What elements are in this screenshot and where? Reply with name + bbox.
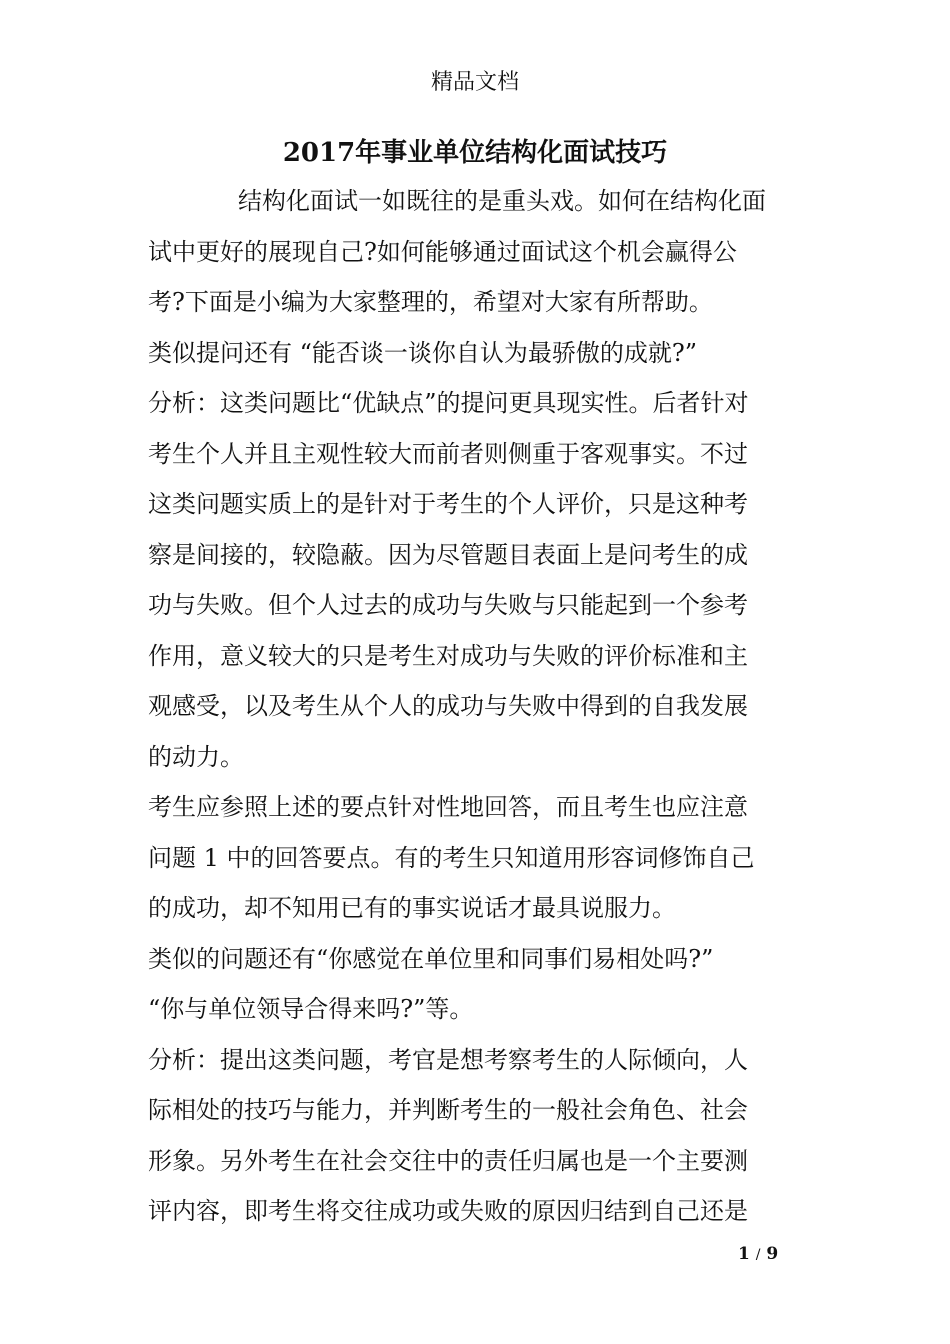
- paragraph-line: 的成功，却不知用已有的事实说话才最具说服力。: [148, 894, 676, 922]
- paragraph-line: 这类问题实质上的是针对于考生的个人评价，只是这种考: [148, 490, 748, 518]
- paragraph-line: 际相处的技巧与能力，并判断考生的一般社会角色、社会: [148, 1096, 748, 1124]
- document-body: [148, 176, 798, 1237]
- paragraph-line: 结构化面试一如既往的是重头戏。如何在结构化面: [238, 187, 766, 215]
- paragraph-line: 考?下面是小编为大家整理的，希望对大家有所帮助。: [148, 288, 713, 316]
- page-header: 精品文档: [430, 70, 519, 95]
- page-separator: /: [755, 1247, 761, 1263]
- paragraph-line: 问题 1 中的回答要点。有的考生只知道用形容词修饰自己: [148, 843, 755, 872]
- paragraph-line: 的动力。: [148, 742, 244, 771]
- paragraph-line: 分析：提出这类问题，考官是想考察考生的人际倾向，人: [148, 1045, 748, 1074]
- page-current: 1: [738, 1244, 750, 1264]
- paragraph-line: 类似提问还有 “能否谈一谈你自认为最骄傲的成就?”: [148, 338, 698, 367]
- paragraph-line: 考生应参照上述的要点针对性地回答，而且考生也应注意: [148, 793, 748, 821]
- paragraph-line: 功与失败。但个人过去的成功与失败与只能起到一个参考: [148, 591, 748, 619]
- paragraph-line: 考生个人并且主观性较大而前者则侧重于客观事实。不过: [148, 439, 748, 468]
- paragraph-line: 试中更好的展现自己?如何能够通过面试这个机会赢得公: [148, 237, 737, 266]
- paragraph-line: 作用，意义较大的只是考生对成功与失败的评价标准和主: [148, 641, 748, 670]
- document-title: 2017年事业单位结构化面试技巧: [282, 138, 668, 168]
- paragraph-line: 观感受，以及考生从个人的成功与失败中得到的自我发展: [148, 692, 748, 720]
- page-number: [738, 1242, 778, 1267]
- paragraph-line: “你与单位领导合得来吗?”等。: [148, 995, 474, 1023]
- paragraph-line: 察是间接的，较隐蔽。因为尽管题目表面上是问考生的成: [148, 540, 748, 569]
- paragraph-line: 形象。另外考生在社会交往中的责任归属也是一个主要测: [148, 1146, 748, 1175]
- page-total: 9: [766, 1244, 779, 1264]
- paragraph-line: 类似的问题还有“你感觉在单位里和同事们易相处吗?”: [148, 944, 714, 973]
- paragraph-line: 分析：这类问题比“优缺点”的提问更具现实性。后者针对: [148, 389, 749, 417]
- paragraph-line: 评内容，即考生将交往成功或失败的原因归结到自己还是: [148, 1197, 748, 1225]
